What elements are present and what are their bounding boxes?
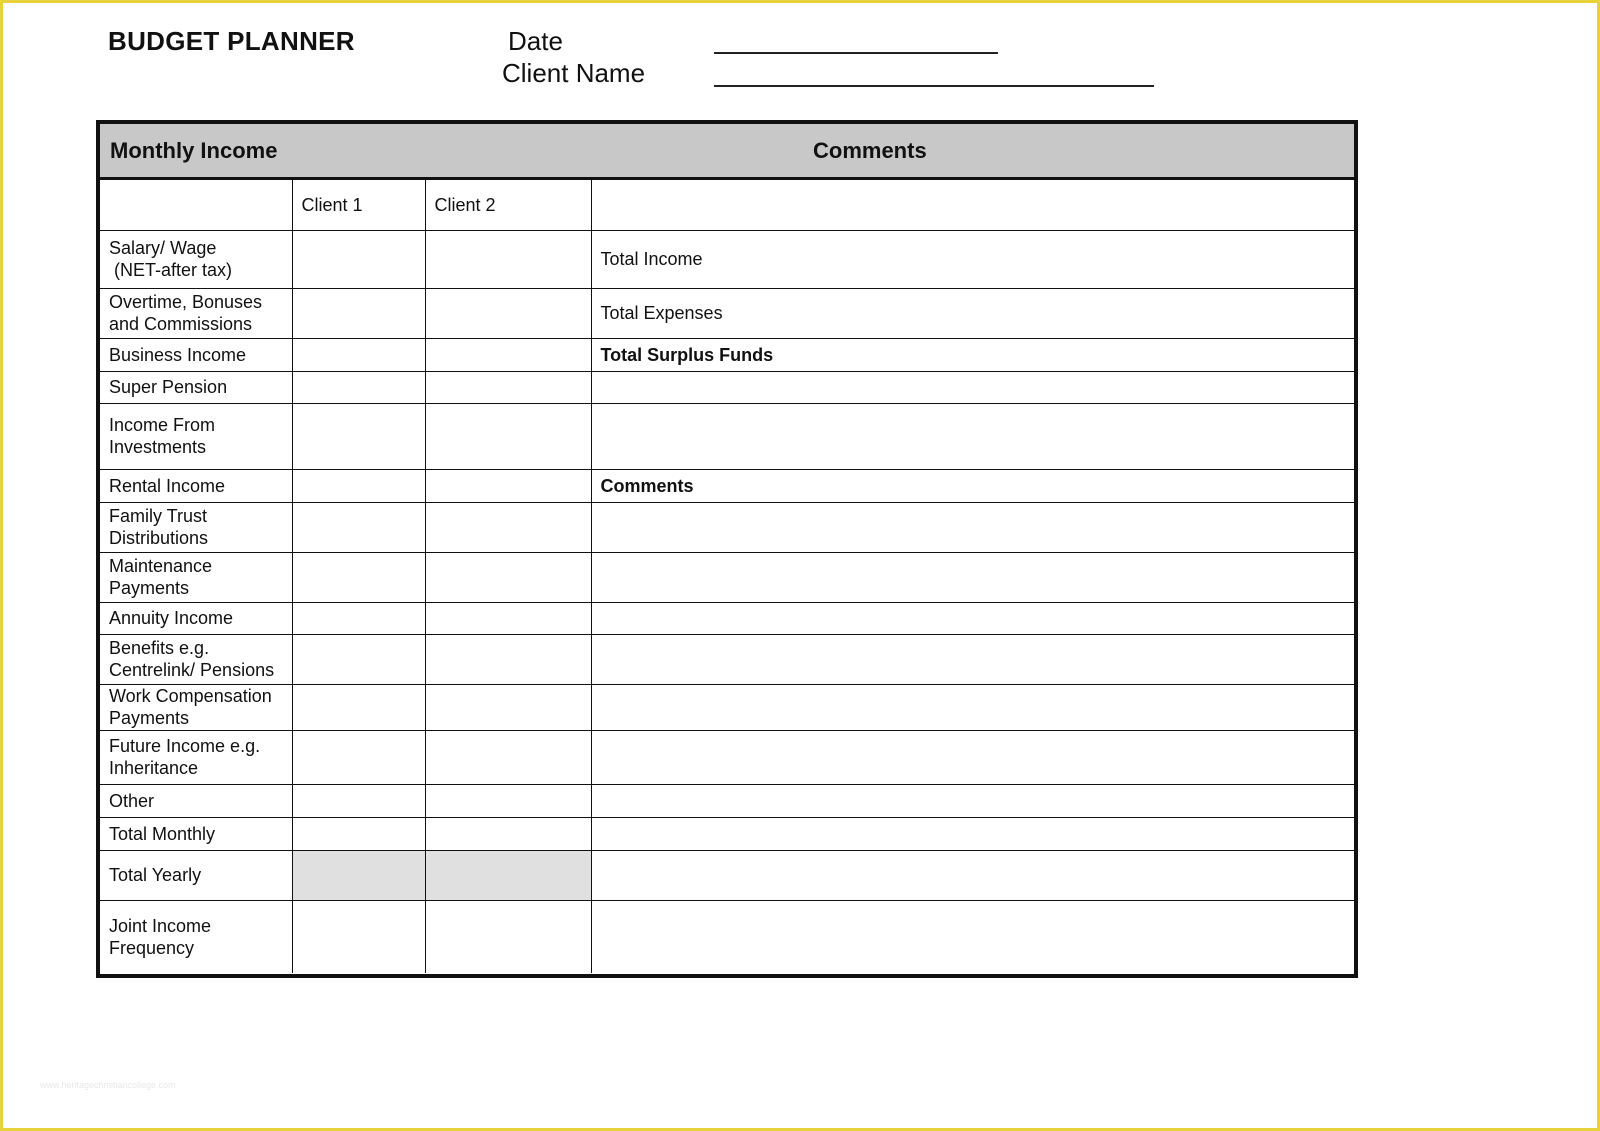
client-name-field[interactable] bbox=[714, 85, 1154, 87]
client-2-cell[interactable] bbox=[425, 552, 591, 602]
comment-cell[interactable]: Comments bbox=[591, 469, 1354, 502]
row-label: Future Income e.g. Inheritance bbox=[100, 730, 292, 784]
comments-heading: Comments bbox=[813, 138, 927, 163]
table-row bbox=[100, 338, 1354, 371]
table-row bbox=[100, 502, 1354, 552]
client-2-cell[interactable] bbox=[425, 784, 591, 817]
monthly-income-heading: Monthly Income bbox=[110, 138, 278, 163]
table-row bbox=[100, 634, 1354, 684]
client-1-cell[interactable] bbox=[292, 502, 425, 552]
comment-cell[interactable] bbox=[591, 817, 1354, 850]
client-1-header: Client 1 bbox=[292, 180, 425, 230]
watermark: www.heritagechristiancollege.com bbox=[40, 1080, 176, 1090]
client-1-cell[interactable] bbox=[292, 288, 425, 338]
row-label: Income From Investments bbox=[100, 403, 292, 469]
comment-cell[interactable] bbox=[591, 403, 1354, 469]
table-row bbox=[100, 288, 1354, 338]
client-1-cell[interactable] bbox=[292, 730, 425, 784]
client-1-cell[interactable] bbox=[292, 634, 425, 684]
comment-cell[interactable] bbox=[591, 784, 1354, 817]
client-2-cell[interactable] bbox=[425, 817, 591, 850]
table-row bbox=[100, 602, 1354, 634]
comment-cell[interactable]: Total Surplus Funds bbox=[591, 338, 1354, 371]
row-label: Total Monthly bbox=[100, 817, 292, 850]
comment-cell[interactable] bbox=[591, 900, 1354, 973]
client-2-cell[interactable] bbox=[425, 469, 591, 502]
table-row bbox=[100, 469, 1354, 502]
client-1-cell[interactable] bbox=[292, 784, 425, 817]
comment-cell[interactable] bbox=[591, 552, 1354, 602]
comment-cell[interactable] bbox=[591, 371, 1354, 403]
row-label: Family Trust Distributions bbox=[100, 502, 292, 552]
table-row bbox=[100, 552, 1354, 602]
table-row bbox=[100, 403, 1354, 469]
row-label: Other bbox=[100, 784, 292, 817]
client-2-cell[interactable] bbox=[425, 338, 591, 371]
client-2-cell[interactable] bbox=[425, 900, 591, 973]
client-1-cell[interactable] bbox=[292, 338, 425, 371]
client-1-cell[interactable] bbox=[292, 900, 425, 973]
client-1-cell[interactable] bbox=[292, 817, 425, 850]
comment-cell[interactable] bbox=[591, 850, 1354, 900]
date-field[interactable] bbox=[714, 52, 998, 54]
client-1-cell[interactable] bbox=[292, 469, 425, 502]
comment-cell[interactable] bbox=[591, 730, 1354, 784]
client-2-cell[interactable] bbox=[425, 502, 591, 552]
table-row bbox=[100, 371, 1354, 403]
income-grid bbox=[100, 180, 1354, 973]
client-2-cell[interactable] bbox=[425, 634, 591, 684]
income-table bbox=[96, 120, 1358, 978]
table-row bbox=[100, 850, 1354, 900]
comment-cell[interactable] bbox=[591, 634, 1354, 684]
client-2-cell[interactable] bbox=[425, 684, 591, 730]
client-1-cell[interactable] bbox=[292, 602, 425, 634]
row-label: Rental Income bbox=[100, 469, 292, 502]
table-row bbox=[100, 817, 1354, 850]
comment-cell[interactable] bbox=[591, 684, 1354, 730]
comment-cell[interactable] bbox=[591, 502, 1354, 552]
row-label: Maintenance Payments bbox=[100, 552, 292, 602]
client-1-cell[interactable] bbox=[292, 371, 425, 403]
client-2-cell[interactable] bbox=[425, 230, 591, 288]
column-header-row bbox=[100, 180, 1354, 230]
client-1-cell[interactable] bbox=[292, 552, 425, 602]
row-label: Joint Income Frequency bbox=[100, 900, 292, 973]
comment-cell[interactable] bbox=[591, 602, 1354, 634]
client-1-cell[interactable] bbox=[292, 403, 425, 469]
row-label: Annuity Income bbox=[100, 602, 292, 634]
corner-cell bbox=[100, 180, 292, 230]
client-2-cell[interactable] bbox=[425, 371, 591, 403]
client-2-cell[interactable] bbox=[425, 288, 591, 338]
table-row bbox=[100, 730, 1354, 784]
client-2-cell[interactable] bbox=[425, 403, 591, 469]
row-label: Overtime, Bonuses and Commissions bbox=[100, 288, 292, 338]
table-row bbox=[100, 784, 1354, 817]
table-header-band bbox=[100, 124, 1354, 180]
client-2-header: Client 2 bbox=[425, 180, 591, 230]
comment-cell[interactable]: Total Expenses bbox=[591, 288, 1354, 338]
row-label: Business Income bbox=[100, 338, 292, 371]
table-row bbox=[100, 230, 1354, 288]
client-2-cell[interactable] bbox=[425, 602, 591, 634]
client-2-cell[interactable] bbox=[425, 730, 591, 784]
comment-cell[interactable]: Total Income bbox=[591, 230, 1354, 288]
table-row bbox=[100, 900, 1354, 973]
client-1-cell[interactable] bbox=[292, 684, 425, 730]
row-label: Benefits e.g. Centrelink/ Pensions bbox=[100, 634, 292, 684]
row-label: Salary/ Wage (NET-after tax) bbox=[100, 230, 292, 288]
document-title: BUDGET PLANNER bbox=[108, 26, 355, 56]
client-1-cell[interactable] bbox=[292, 850, 425, 900]
client-2-cell[interactable] bbox=[425, 850, 591, 900]
date-label: Date bbox=[508, 26, 563, 56]
row-label: Total Yearly bbox=[100, 850, 292, 900]
row-label: Super Pension bbox=[100, 371, 292, 403]
table-row bbox=[100, 684, 1354, 730]
row-label: Work Compensation Payments bbox=[100, 684, 292, 730]
comments-header-cell bbox=[591, 180, 1354, 230]
client-name-label: Client Name bbox=[502, 58, 646, 88]
client-1-cell[interactable] bbox=[292, 230, 425, 288]
